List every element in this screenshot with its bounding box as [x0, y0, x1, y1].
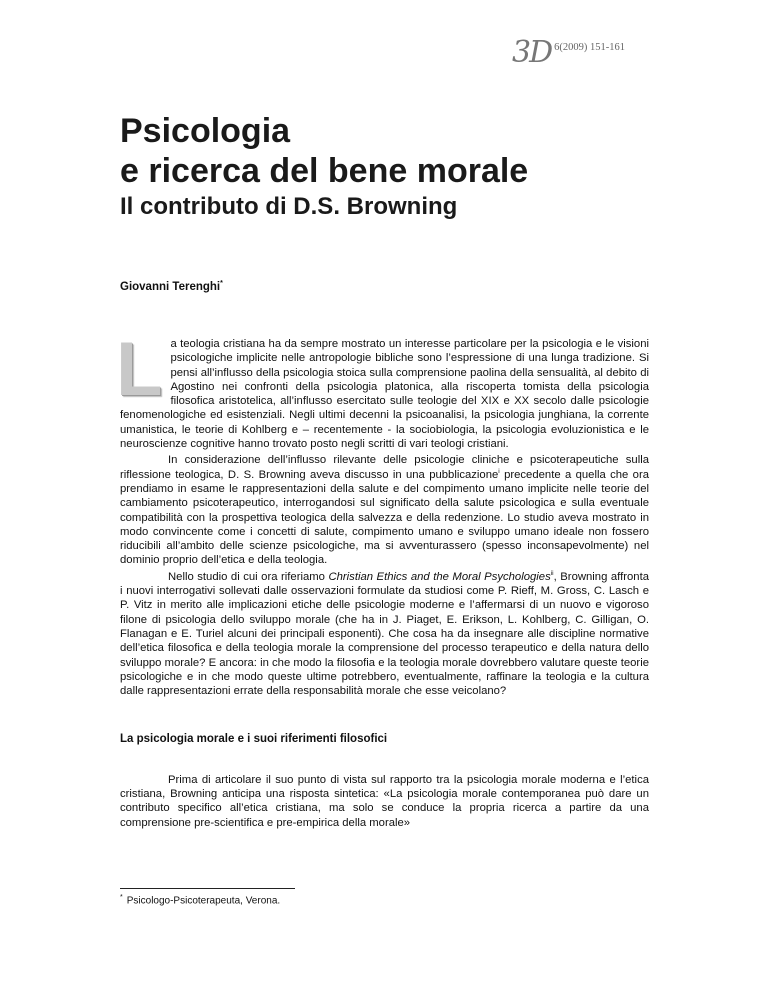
title-line-2: e ricerca del bene morale	[120, 152, 529, 190]
footnote-mark: *	[120, 894, 123, 901]
paragraph-1	[116, 327, 649, 451]
drop-cap: L	[116, 327, 163, 412]
paragraph-4: Prima di articolare il suo punto di vista sul rapporto tra la psicologia morale moderna e l’etica cristiana, Browning anticipa una risposta sintetica: «La psicologia morale contemporanea può dare un contributo specifico all’etica cristiana, ma solo se conduce la propria ricerca a partire da una comprensione pre-scientifica e pre-empirica della morale»	[120, 773, 649, 829]
paragraph-2	[120, 453, 649, 567]
issue-reference: 6(2009) 151-161	[554, 42, 626, 53]
endnote-ref-i[interactable]: i	[498, 467, 500, 475]
journal-header	[512, 35, 626, 70]
paragraph-3-text-b: , Browning affronta i nuovi interrogativi sollevati dalle osservazioni formulate da studiosi come P. Rieff, M. Gross, C. Lasch e P. Vitz in merito alle implicazioni etiche delle psicologie moderne e l’affermarsi di un nuovo e vigoroso filone di psicologia dello sviluppo morale (che ha in J. Piaget, E. Erikson, L. Kohlberg, C. Gilligan, O. Flanagan e E. Turiel alcuni dei principali esponenti). Che cosa ha da insegnare alle discipline normative dell’etica filosofica e della teologia morale la comprensione del processo terapeutico e della natura dello sviluppo morale? E ancora: in che modo la filosofia e la teologia morale dovrebbero valutare queste teorie psicologiche e in che modo queste ultime potrebbero, eventualmente, raffinare la teologia e la cultura dalle rappresentazioni errate della responsabilità morale che esse veicolano?	[120, 570, 649, 698]
endnote-ref-ii[interactable]: ii	[550, 569, 554, 577]
footnote-text: Psicologo-Psicoterapeuta, Verona.	[126, 895, 281, 907]
footnote-divider	[120, 888, 295, 889]
paragraph-3	[120, 570, 649, 699]
title-line-1: Psicologia	[120, 112, 291, 150]
article-title	[120, 111, 700, 191]
section-heading: La psicologia morale e i suoi riferimenti filosofici	[120, 733, 388, 746]
article-body	[116, 327, 649, 832]
article-subtitle: Il contributo di D.S. Browning	[120, 193, 458, 220]
author-name: Giovanni Terenghi	[120, 280, 221, 293]
book-title: Christian Ethics and the Moral Psychologies	[328, 570, 551, 583]
author-line	[120, 280, 223, 293]
paragraph-3-text-a: Nello studio di cui ora riferiamo	[168, 570, 329, 583]
author-footnote-mark: *	[220, 280, 223, 287]
footnote	[120, 894, 280, 906]
journal-logo: 3D	[512, 35, 552, 70]
paragraph-2-text-b: precedente a quella che ora prendiamo in esame le rappresentazioni della salute e del compimento umano implicite nelle teorie del cambiamento psicoterapeutico, interrogandosi sul significato della salute psicologica e sulla eventuale compatibilità con la prospettiva teologica della salvezza e della redenzione. Lo studio aveva mostrato in modo convincente come i concetti di salute, compimento umano e sviluppo umano ideale non fossero riducibili all’ambito delle scienze psicologiche, ma si avventurassero (spesso inconsapevolmente) nel dominio proprio dell’etica e della teologia.	[120, 468, 649, 567]
paragraph-1-text: a teologia cristiana ha da sempre mostrato un interesse particolare per la psicologia e le visioni psicologiche implicite nelle antropologie bibliche sono l’espressione di una lunga tradizione. Si pensi all’influsso della psicologia stoica sulla comprensione paolina della sensualità, al debito di Agostino nei confronti della psicologia platonica, alla riscoperta tomista della psicologia filosofica aristotelica, all’influsso esercitato sulle teologie del XIX e XX secolo dalle psicologie fenomenologiche ed esistenziali. Negli ultimi decenni la psicoanalisi, la psicologia junghiana, la corrente umanistica, le teorie di Kohlberg e – recentemente - la sociobiologia, la psicologia evoluzionistica e le neuroscienze cognitive hanno trovato posto negli scritti di vari teologi cristiani.	[120, 338, 649, 451]
paragraph-2-text-a: In considerazione dell’influsso rilevante delle psicologie cliniche e psicoterapeutiche sulla riflessione teologica, D. S. Browning aveva discusso in una pubblicazione	[120, 454, 649, 481]
